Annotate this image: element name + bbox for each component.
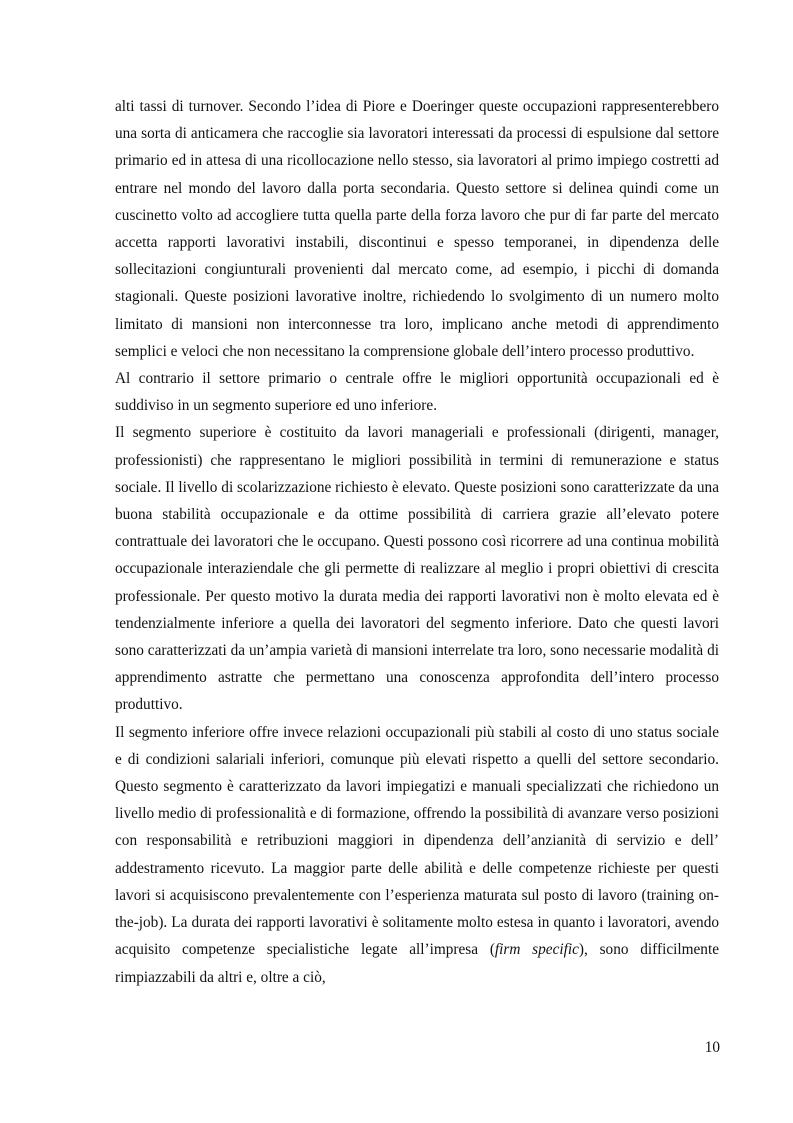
paragraph-text: ), sono difficilmente rimpiazzabili da altri e, oltre a ciò, (115, 941, 719, 986)
paragraph-secondary-sector (115, 93, 719, 365)
paragraph-text: Al contrario il settore primario o centrale offre le migliori opportunità occupazionali ed è suddiviso in un segmento superiore ed uno inferiore. (115, 370, 719, 415)
paragraph-text: alti tassi di turnover. Secondo l’idea di Piore e Doeringer queste occupazioni rappresenterebbero una sorta di anticamera che raccoglie sia lavoratori interessati da processi di espulsione dal settore primario ed in attesa di una ricollocazione nello stesso, sia lavoratori al primo impiego costretti ad entrare nel mondo del lavoro dalla porta secondaria. Questo settore si delinea quindi come un cuscinetto volto ad accogliere tutta quella parte della forza lavoro che pur di far parte del mercato accetta rapporti lavorativi instabili, discontinui e spesso temporanei, in dipendenza delle sollecitazioni congiunturali provenienti dal mercato come, ad esempio, i picchi di domanda stagionali. Queste posizioni lavorative inoltre, richiedendo lo svolgimento di un numero molto limitato di mansioni non interconnesse tra loro, implicano anche metodi di apprendimento semplici e veloci che non necessitano la comprensione globale dell’intero processo produttivo. (115, 98, 719, 360)
paragraph-lower-segment (115, 719, 719, 991)
page-body (115, 93, 719, 991)
page-number: 10 (704, 1039, 720, 1056)
italic-term-firm-specific: firm specific (494, 941, 579, 959)
paragraph-text: Il segmento inferiore offre invece relazioni occupazionali più stabili al costo di uno status sociale e di condizioni salariali inferiori, comunque più elevati rispetto a quelli del settore secondario. Questo segmento è caratterizzato da lavori impiegatizi e manuali specializzati che richiedono un livello medio di professionalità e di formazione, offrendo la possibilità di avanzare verso posizioni con responsabilità e retribuzioni maggiori in dipendenza dell’anzianità di servizio e dell’ addestramento ricevuto. La maggior parte delle abilità e delle competenze richieste per questi lavori si acquisiscono prevalentemente con l’esperienza maturata sul posto di lavoro (training on-the-job). La durata dei rapporti lavorativi è solitamente molto estesa in quanto i lavoratori, avendo acquisito competenze specialistiche legate all’impresa ( (115, 723, 719, 959)
paragraph-primary-sector-intro (115, 365, 719, 419)
paragraph-text: Il segmento superiore è costituito da lavori manageriali e professionali (dirigenti, manager, professionisti) che rappresentano le migliori possibilità in termini di remunerazione e status sociale. Il livello di scolarizzazione richiesto è elevato. Queste posizioni sono caratterizzate da una buona stabilità occupazionale e da ottime possibilità di carriera grazie all’elevato potere contrattuale dei lavoratori che le occupano. Questi possono così ricorrere ad una continua mobilità occupazionale interaziendale che gli permette di realizzare al meglio i propri obiettivi di crescita professionale. Per questo motivo la durata media dei rapporti lavorativi non è molto elevata ed è tendenzialmente inferiore a quella dei lavoratori del segmento inferiore. Dato che questi lavori sono caratterizzati da un’ampia varietà di mansioni interrelate tra loro, sono necessarie modalità di apprendimento astratte che permettano una conoscenza approfondita dell’intero processo produttivo. (115, 424, 719, 714)
paragraph-upper-segment (115, 419, 719, 718)
